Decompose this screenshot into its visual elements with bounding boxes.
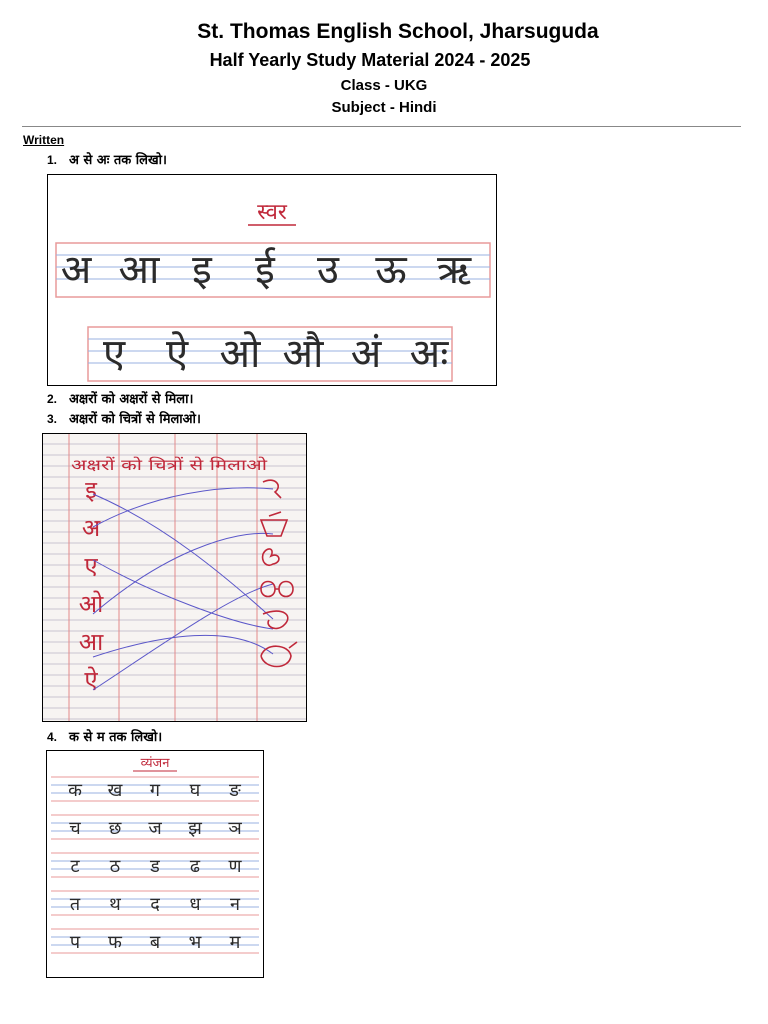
- vowel-glyph: ऊ: [375, 247, 407, 293]
- question-2: [47, 389, 193, 407]
- question-number: 2.: [47, 392, 58, 406]
- question-3: [47, 409, 201, 427]
- consonant-glyph: झ: [188, 818, 202, 839]
- consonant-glyph: प: [69, 932, 81, 953]
- consonant-glyph: ठ: [109, 856, 121, 877]
- consonant-glyph: ग: [149, 780, 161, 801]
- matching-letter: अ: [81, 514, 101, 542]
- vowel-glyph: अः: [409, 331, 449, 377]
- vowel-glyph: अ: [60, 247, 92, 293]
- question-number: 1.: [47, 153, 58, 167]
- matching-drawing: [43, 434, 306, 721]
- consonant-glyph: थ: [109, 894, 121, 915]
- vowel-glyph: ऋ: [436, 247, 472, 293]
- vowel-glyph: ऐ: [165, 331, 189, 377]
- vowel-glyph: ई: [255, 247, 275, 293]
- vowel-glyph: आ: [118, 247, 160, 293]
- vowels-heading: स्वर: [257, 200, 287, 225]
- matching-letter: ओ: [78, 590, 104, 618]
- question-text: अक्षरों को अक्षरों से मिला।: [69, 392, 194, 407]
- vowels-drawing: [48, 175, 496, 385]
- consonants-heading: व्यंजन: [140, 756, 170, 771]
- consonant-glyph: ख: [107, 780, 123, 801]
- consonant-glyph: ट: [70, 856, 80, 877]
- consonant-glyph: छ: [108, 818, 122, 839]
- consonants-worksheet-image: [46, 750, 264, 978]
- header-divider: [22, 126, 741, 127]
- class-label: Class - UKG: [340, 77, 428, 94]
- vowel-glyph: अं: [350, 331, 382, 377]
- vowel-glyph: औ: [282, 331, 324, 377]
- question-1: [47, 150, 167, 168]
- question-number: 3.: [47, 412, 58, 426]
- matching-letter: ए: [84, 552, 98, 580]
- consonant-glyph: फ: [108, 932, 122, 953]
- question-text: अ से अः तक लिखो।: [69, 153, 167, 168]
- question-number: 4.: [47, 730, 58, 744]
- consonant-glyph: ढ: [189, 856, 201, 877]
- vowel-glyph: इ: [192, 247, 212, 293]
- matching-letter: आ: [78, 628, 104, 656]
- consonant-glyph: ज: [148, 818, 162, 839]
- matching-letter: इ: [85, 476, 97, 504]
- section-label: Written: [23, 133, 65, 147]
- vowel-glyph: ए: [102, 331, 126, 377]
- subject-label: Subject - Hindi: [331, 99, 437, 116]
- consonant-glyph: ब: [149, 932, 161, 953]
- matching-worksheet-image: [42, 433, 307, 722]
- consonant-glyph: ण: [228, 856, 242, 877]
- question-4: [47, 727, 162, 745]
- consonant-glyph: म: [229, 932, 241, 953]
- vowels-worksheet-image: [47, 174, 497, 386]
- question-text: क से म तक लिखो।: [69, 730, 163, 745]
- vowel-glyph: उ: [317, 247, 339, 293]
- consonant-glyph: ङ: [229, 780, 241, 801]
- consonant-glyph: ड: [150, 856, 160, 877]
- consonant-glyph: भ: [188, 932, 202, 953]
- consonant-glyph: न: [230, 894, 240, 915]
- matching-letter: ऐ: [84, 666, 98, 694]
- consonant-glyph: त: [69, 894, 81, 915]
- question-text: अक्षरों को चित्रों से मिलाओ।: [69, 412, 201, 427]
- matching-heading: अक्षरों को चित्रों से मिलाओ: [71, 456, 268, 474]
- consonant-glyph: क: [68, 780, 82, 801]
- material-title: Half Yearly Study Material 2024 - 2025: [209, 50, 531, 70]
- consonant-glyph: द: [150, 894, 160, 915]
- consonant-glyph: घ: [189, 780, 201, 801]
- consonant-glyph: ञ: [228, 818, 242, 839]
- consonant-glyph: च: [69, 818, 81, 839]
- vowel-glyph: ओ: [219, 331, 261, 377]
- consonants-drawing: [47, 751, 263, 977]
- consonant-glyph: ध: [189, 894, 201, 915]
- school-name: St. Thomas English School, Jharsuguda: [197, 20, 599, 43]
